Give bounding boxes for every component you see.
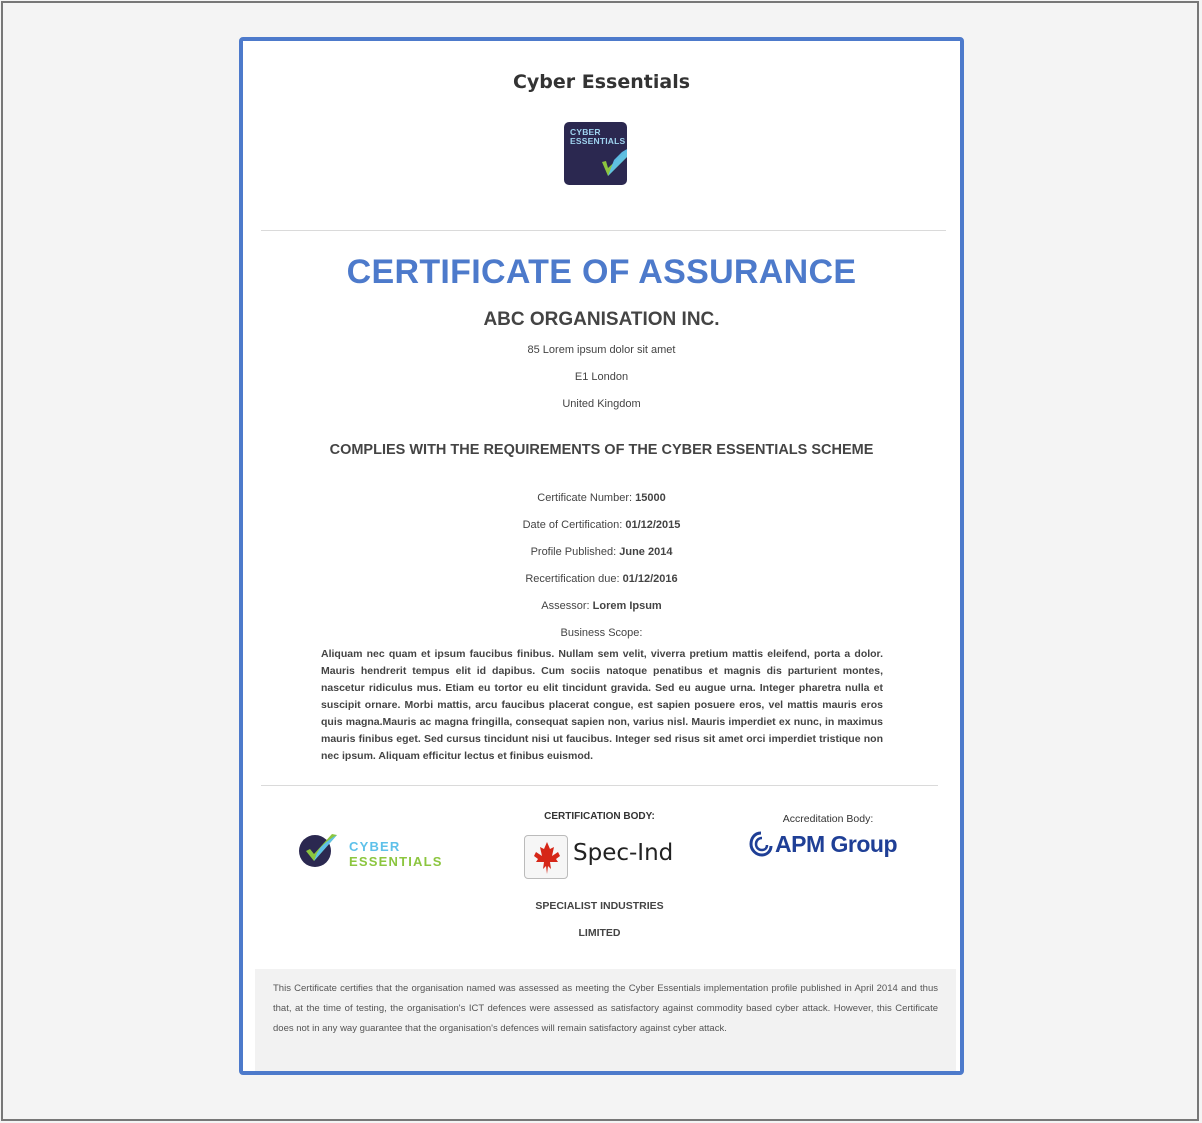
spec-ind-text: Spec-Ind <box>573 840 674 866</box>
field-recertification-due: Recertification due: 01/12/2016 <box>525 573 678 585</box>
field-date-of-certification: Date of Certification: 01/12/2015 <box>522 519 681 531</box>
address-line-2: E1 London <box>574 371 629 383</box>
apm-swirl-icon <box>748 829 774 859</box>
ce-disc-icon <box>297 831 345 871</box>
business-scope-label: Business Scope: <box>560 627 643 639</box>
badge-line-1: CYBER <box>570 127 601 137</box>
spec-ind-logo <box>524 835 684 881</box>
footer-disclaimer <box>255 969 956 1075</box>
footer-text: This Certificate certifies that the organisation named was assessed as meeting the Cyber Essentials implementation profile published in April 2014 and thus that, at the time of testing, the organisation's ICT defences were assessed as satisfactory against commodity based cyber attack. However, this Certificate does not in any way guarantee that the organisation's defences will remain satisfactory against cyber attack. <box>273 983 938 1034</box>
certificate-headline: CERTIFICATE OF ASSURANCE <box>346 253 857 291</box>
badge-line-2: ESSENTIALS <box>570 136 626 146</box>
address-line-1: 85 Lorem ipsum dolor sit amet <box>527 344 676 356</box>
compliance-statement: COMPLIES WITH THE REQUIREMENTS OF THE CYBER ESSENTIALS SCHEME <box>329 442 874 458</box>
field-certificate-number: Certificate Number: 15000 <box>537 492 666 504</box>
ce-logo-line-1: CYBER <box>349 839 401 854</box>
organisation-name: ABC ORGANISATION INC. <box>483 309 720 330</box>
business-scope-text: Aliquam nec quam et ipsum faucibus finibus. Nullam sem velit, viverra pretium mattis eleifend, porta a dolor. Mauris hendrerit tempus elit id dapibus. Cum sociis natoque penatibus et magnis dis parturient montes, nascetur ridiculus mus. Etiam eu tortor eu elit tincidunt gravida. Sed eu augue urna. Integer pharetra nulla et suscipit ornare. Morbi mattis, arcu faucibus placerat congue, est sapien posuere eros, vel mattis mauris eros quis magna.Mauris ac magna fringilla, consequat sapien non, varius nisl. Mauris imperdiet ex nunc, in maximus mauris finibus eget. Sed cursus tincidunt nisi ut faucibus. Integer sed risus sit amet orci imperdiet tristique non nec ipsum. Aliquam efficitur lectus et finibus euismod. <box>321 648 883 762</box>
divider-top <box>261 230 946 231</box>
certification-body-name-2: LIMITED <box>578 927 621 939</box>
accreditation-body-label: Accreditation Body: <box>782 813 874 825</box>
divider-bottom <box>261 785 938 786</box>
cyber-essentials-badge <box>564 122 627 185</box>
apm-group-logo <box>748 829 908 863</box>
page-title: Cyber Essentials <box>512 71 691 93</box>
maple-leaf-box <box>524 835 568 879</box>
apm-group-text: APM Group <box>775 831 897 857</box>
ce-logo-line-2: ESSENTIALS <box>349 854 443 869</box>
checkmark-icon <box>564 122 627 185</box>
certification-body-label: CERTIFICATION BODY: <box>544 811 655 822</box>
field-assessor: Assessor: Lorem Ipsum <box>541 600 662 612</box>
certificate-card <box>239 37 964 1075</box>
maple-leaf-icon <box>525 836 569 880</box>
certification-body-name-1: SPECIALIST INDUSTRIES <box>535 900 664 912</box>
address-line-3: United Kingdom <box>562 398 641 410</box>
field-profile-published: Profile Published: June 2014 <box>530 546 673 558</box>
cyber-essentials-logo <box>297 831 457 871</box>
